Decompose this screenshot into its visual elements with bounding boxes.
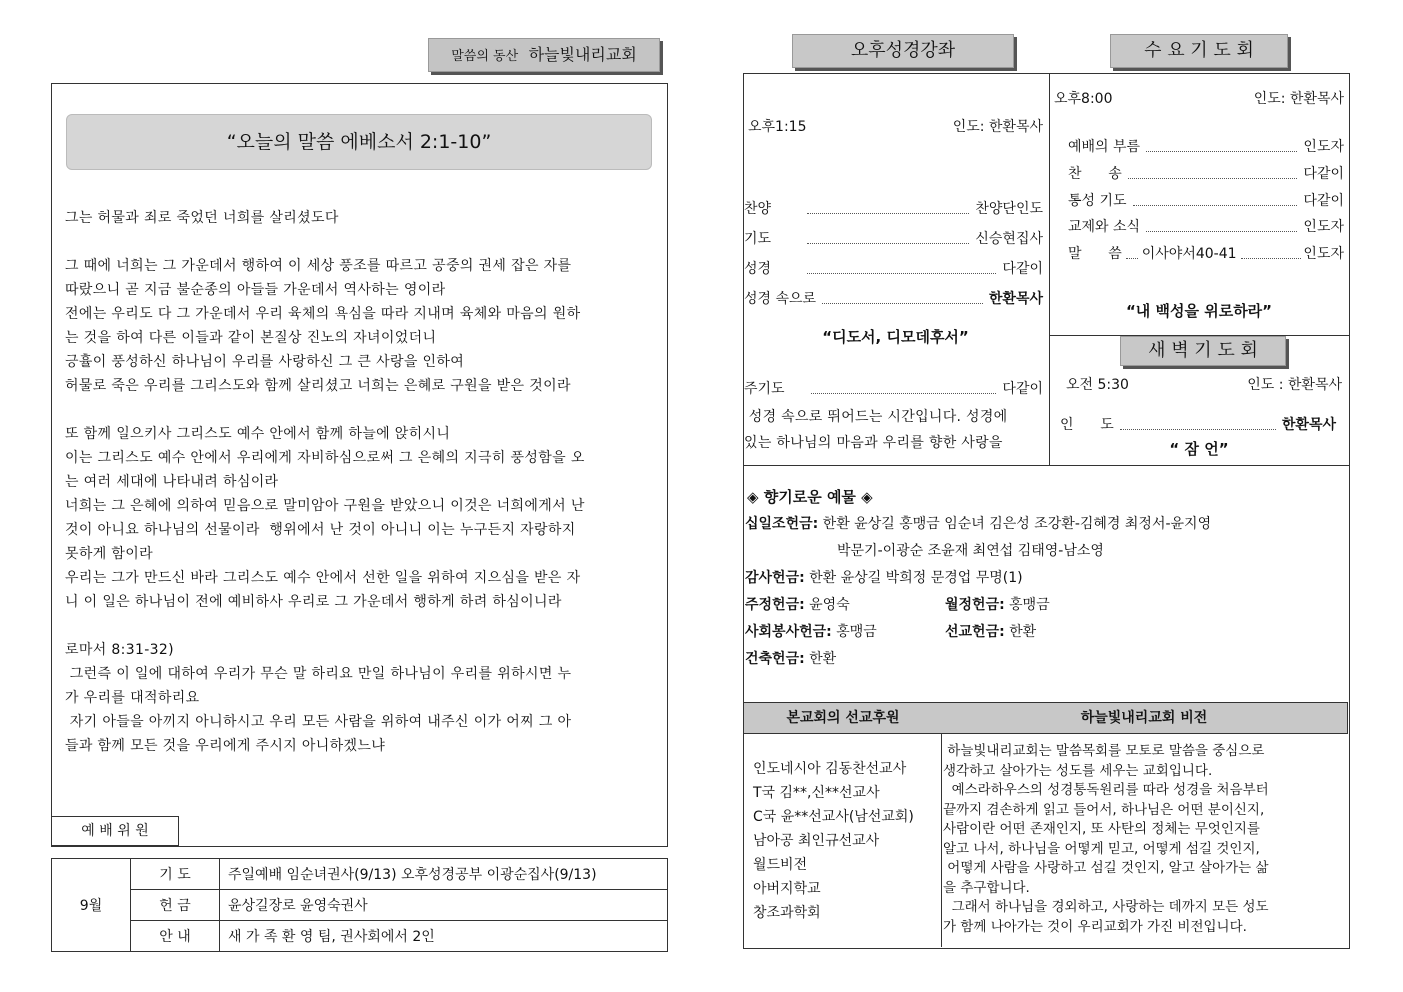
committee-content: 새 가 족 환 영 팀, 권사회에서 2인 [220, 921, 668, 952]
list-item: 월드비전 [753, 857, 808, 873]
item-value: 한환목사 [988, 291, 1043, 307]
item-value: 다같이 [1303, 166, 1344, 182]
scripture-text [65, 206, 655, 758]
note-line: 성경 속으로 뛰어드는 시간입니다. 성경에 [744, 409, 1008, 425]
item-value: 인도자 [1303, 139, 1344, 155]
afternoon-item [744, 198, 1043, 218]
afternoon-note [744, 404, 1045, 456]
wednesday-item [1068, 190, 1344, 210]
scripture-line: 가 우리를 대적하리요 [65, 690, 200, 706]
mission-list [753, 757, 914, 925]
weekly-label: 주정헌금: [745, 597, 805, 613]
scripture-line: 그 때에 너희는 그 가운데서 행하여 이 세상 풍조를 따르고 공중의 권세 잡은 자를 [65, 258, 572, 274]
scripture-line: 이는 그리스도 예수 안에서 우리에게 자비하심으로써 그 은혜의 지극히 풍성함을 오 [65, 450, 585, 466]
item-value: 신승현집사 [975, 231, 1043, 247]
scripture-line: 는 것을 하여 다른 이들과 같이 본질상 진노의 자녀이었더니 [65, 330, 437, 346]
sermon-title-banner [66, 114, 652, 170]
mission-value: 한환 [1009, 624, 1037, 640]
note-line: 있는 하나님의 마음과 우리를 향한 사랑을 [744, 435, 1003, 451]
scripture-line [65, 614, 655, 638]
scripture-line: 우리는 그가 만드신 바라 그리스도 예수 안에서 선한 일을 위하여 지으심을 받은 자 [65, 570, 581, 586]
item-label: 성경 [744, 261, 772, 277]
dawn-subtitle: “ 잠 언” [1169, 440, 1229, 458]
bottom-table [743, 702, 1349, 947]
item-label: 인 도 [1060, 417, 1114, 433]
wednesday-item [1068, 216, 1344, 236]
monthly-value: 홍맹금 [1009, 597, 1050, 613]
sermon-box [51, 83, 668, 847]
mission-header [743, 702, 943, 734]
afternoon-title: 오후성경강좌 [850, 40, 956, 61]
dawn-time: 오전 5:30 [1066, 377, 1129, 393]
afternoon-time: 오후1:15 [748, 119, 807, 135]
vision-line: 알고 나서, 하나님을 어떻게 믿고, 어떻게 섬길 것인지, [943, 840, 1260, 857]
list-item: 인도네시아 김동찬선교사 [753, 761, 907, 777]
scripture-line: 허물로 죽은 우리를 그리스도와 함께 살리셨고 너희는 은혜로 구원을 받은 것이라 [65, 378, 571, 394]
vision-line: 어떻게 사람을 사랑하고 섬길 것인지, 알고 살아가는 삶 [943, 860, 1269, 876]
wednesday-time: 오후8:00 [1054, 91, 1113, 107]
scripture-line: 그런즉 이 일에 대하여 우리가 무슨 말 하리요 만일 하나님이 우리를 위하시면 누 [65, 666, 572, 682]
bottom-divider [941, 733, 942, 947]
scripture-line: 자기 아들을 아끼지 아니하시고 우리 모든 사람을 위하여 내주신 이가 어찌 그 아 [65, 714, 572, 730]
scripture-line: 따랐으니 곧 지금 불순종의 아들들 가운데서 역사하는 영이라 [65, 282, 446, 298]
dawn-title: 새 벽 기 도 회 [1148, 340, 1258, 361]
item-value: 다같이 [1002, 261, 1043, 277]
afternoon-item [744, 258, 1043, 278]
vision-line: 사람이란 어떤 존재인지, 또 사탄의 정체는 무엇인지를 [943, 821, 1260, 837]
list-item: 남아공 최인규선교사 [753, 833, 880, 849]
mission-header-text: 본교회의 선교후원 [786, 710, 900, 726]
wednesday-item [1068, 136, 1344, 156]
monthly-label: 월정헌금: [945, 597, 1005, 613]
item-label: 성경 속으로 [744, 291, 817, 307]
vision-line: 하늘빛내리교회는 말씀목회를 모토로 말씀을 중심으로 [943, 743, 1265, 759]
afternoon-section [744, 74, 1047, 464]
scripture-line [65, 230, 655, 254]
wednesday-item [1068, 243, 1344, 263]
tithe-label: 십일조헌금: [745, 516, 819, 532]
church-tag [428, 38, 660, 72]
building-value: 한환 [809, 651, 837, 667]
scripture-line: 니 이 일은 하나님이 전에 예비하사 우리로 그 가운데서 행하게 하려 하심이니라 [65, 594, 562, 610]
committee-month: 9월 [52, 859, 131, 952]
scripture-line: 긍휼이 풍성하신 하나님이 우리를 사랑하신 그 큰 사랑을 인하여 [65, 354, 465, 370]
list-item: 창조과학회 [753, 905, 821, 921]
tithe-value: 한환 윤상길 홍맹금 임순녀 김은성 조강환-김혜경 최정서-윤지영 [822, 516, 1212, 532]
item-label: 찬양 [744, 201, 772, 217]
item-label: 찬 송 [1068, 166, 1122, 182]
item-value: 다같이 [1303, 193, 1344, 209]
item-label: 통성 기도 [1068, 193, 1127, 209]
weekly-value: 윤영숙 [809, 597, 850, 613]
wednesday-title: 수 요 기 도 회 [1144, 40, 1254, 61]
item-label: 주기도 [744, 381, 785, 397]
afternoon-item [744, 288, 1043, 308]
afternoon-item [744, 228, 1043, 248]
item-middle: 이사야서40-41 [1141, 246, 1237, 262]
afternoon-subtitle: “디도서, 디모데후서” [822, 328, 969, 346]
afternoon-title-banner [792, 34, 1014, 68]
list-item: C국 윤**선교사(남선교회) [753, 809, 914, 825]
item-value: 인도자 [1303, 219, 1344, 235]
item-value: 인도자 [1303, 246, 1344, 262]
vision-line: 예스라하우스의 성경통독원리를 따라 성경을 처음부터 [943, 782, 1269, 798]
list-item: T국 김**,신**선교사 [753, 785, 880, 801]
scripture-line: 너희는 그 은혜에 의하여 믿음으로 말미암아 구원을 받았으니 이것은 너희에게서 난 [65, 498, 585, 514]
wednesday-subtitle: “내 백성을 위로하라” [1125, 302, 1273, 320]
item-value: 찬양단인도 [975, 201, 1043, 217]
tithe-value-cont: 박문기-이광순 조윤재 최연섭 김태영-남소영 [837, 543, 1104, 559]
scripture-line: 들과 함께 모든 것을 우리에게 주시지 아니하겠느냐 [65, 738, 386, 754]
committee-label-text: 예 배 위 원 [81, 823, 149, 839]
sermon-title: “오늘의 말씀 에베소서 2:1-10” [226, 131, 492, 153]
committee-role: 헌 금 [131, 890, 220, 921]
item-value: 한환목사 [1281, 417, 1336, 433]
scripture-line: 그는 허물과 죄로 죽었던 너희를 살리셨도다 [65, 210, 339, 226]
vision-line: 생각하고 살아가는 성도를 세우는 교회입니다. [943, 762, 1213, 779]
vision-line: 그래서 하나님을 경외하고, 사랑하는 데까지 모든 성도 [943, 899, 1269, 915]
thanks-value: 한환 윤상길 박희정 문경업 무명(1) [809, 570, 1023, 586]
scripture-line: 는 여러 세대에 나타내려 하심이라 [65, 474, 279, 490]
social-label: 사회봉사헌금: [745, 624, 832, 640]
offerings-title: ◈ 향기로운 예물 ◈ [747, 488, 873, 506]
scripture-line: 못하게 함이라 [65, 546, 154, 562]
vision-line: 끝까지 겸손하게 읽고 들어서, 하나님은 어떤 분이신지, [943, 801, 1265, 818]
mission-label: 선교헌금: [945, 624, 1005, 640]
afternoon-leader: 인도: 한환목사 [952, 119, 1043, 135]
item-label: 예배의 부름 [1068, 139, 1141, 155]
item-label: 기도 [744, 231, 772, 247]
vision-header [941, 702, 1348, 734]
church-name: 하늘빛내리교회 [528, 45, 637, 64]
committee-role: 안 내 [131, 921, 220, 952]
scripture-line: 것이 아니요 하나님의 선물이라 행위에서 난 것이 아니니 이는 누구든지 자랑하지 [65, 522, 576, 538]
dawn-section [1050, 366, 1348, 464]
item-label: 말 씀 [1068, 246, 1122, 262]
building-label: 건축헌금: [745, 651, 805, 667]
church-tag-prefix: 말씀의 동산 [451, 49, 519, 64]
dawn-item [1060, 414, 1336, 434]
committee-label [51, 816, 179, 846]
vision-line: 가 함께 나아가는 것이 우리교회가 가진 비전입니다. [943, 918, 1247, 935]
dawn-title-banner [1120, 336, 1286, 366]
wednesday-section [1050, 74, 1348, 334]
wednesday-title-banner [1110, 34, 1288, 68]
wednesday-item [1068, 163, 1344, 183]
item-value: 다같이 [1002, 381, 1043, 397]
vision-text [943, 742, 1347, 937]
wednesday-leader: 인도: 한환목사 [1253, 91, 1344, 107]
scripture-line: 전에는 우리도 다 그 가운데서 우리 육체의 욕심을 따라 지내며 육체와 마음의 원하 [65, 306, 581, 322]
social-value: 홍맹금 [836, 624, 877, 640]
offerings-section [745, 466, 1347, 702]
vision-line: 을 추구합니다. [943, 879, 1030, 896]
committee-table [51, 858, 668, 952]
item-label: 교제와 소식 [1068, 219, 1141, 235]
afternoon-closing [744, 378, 1043, 398]
scripture-line: 로마서 8:31-32) [65, 642, 174, 658]
scripture-line [65, 398, 655, 422]
committee-content: 주일예배 임순녀권사(9/13) 오후성경공부 이광순집사(9/13) [220, 859, 668, 890]
committee-role: 기 도 [131, 859, 220, 890]
vision-header-text: 하늘빛내리교회 비전 [1080, 710, 1208, 726]
scripture-line: 또 함께 일으키사 그리스도 예수 안에서 함께 하늘에 앉히시니 [65, 426, 451, 442]
list-item: 아버지학교 [753, 881, 821, 897]
dawn-leader: 인도 : 한환목사 [1247, 377, 1342, 393]
committee-content: 윤상길장로 윤영숙권사 [220, 890, 668, 921]
thanks-label: 감사헌금: [745, 570, 805, 586]
